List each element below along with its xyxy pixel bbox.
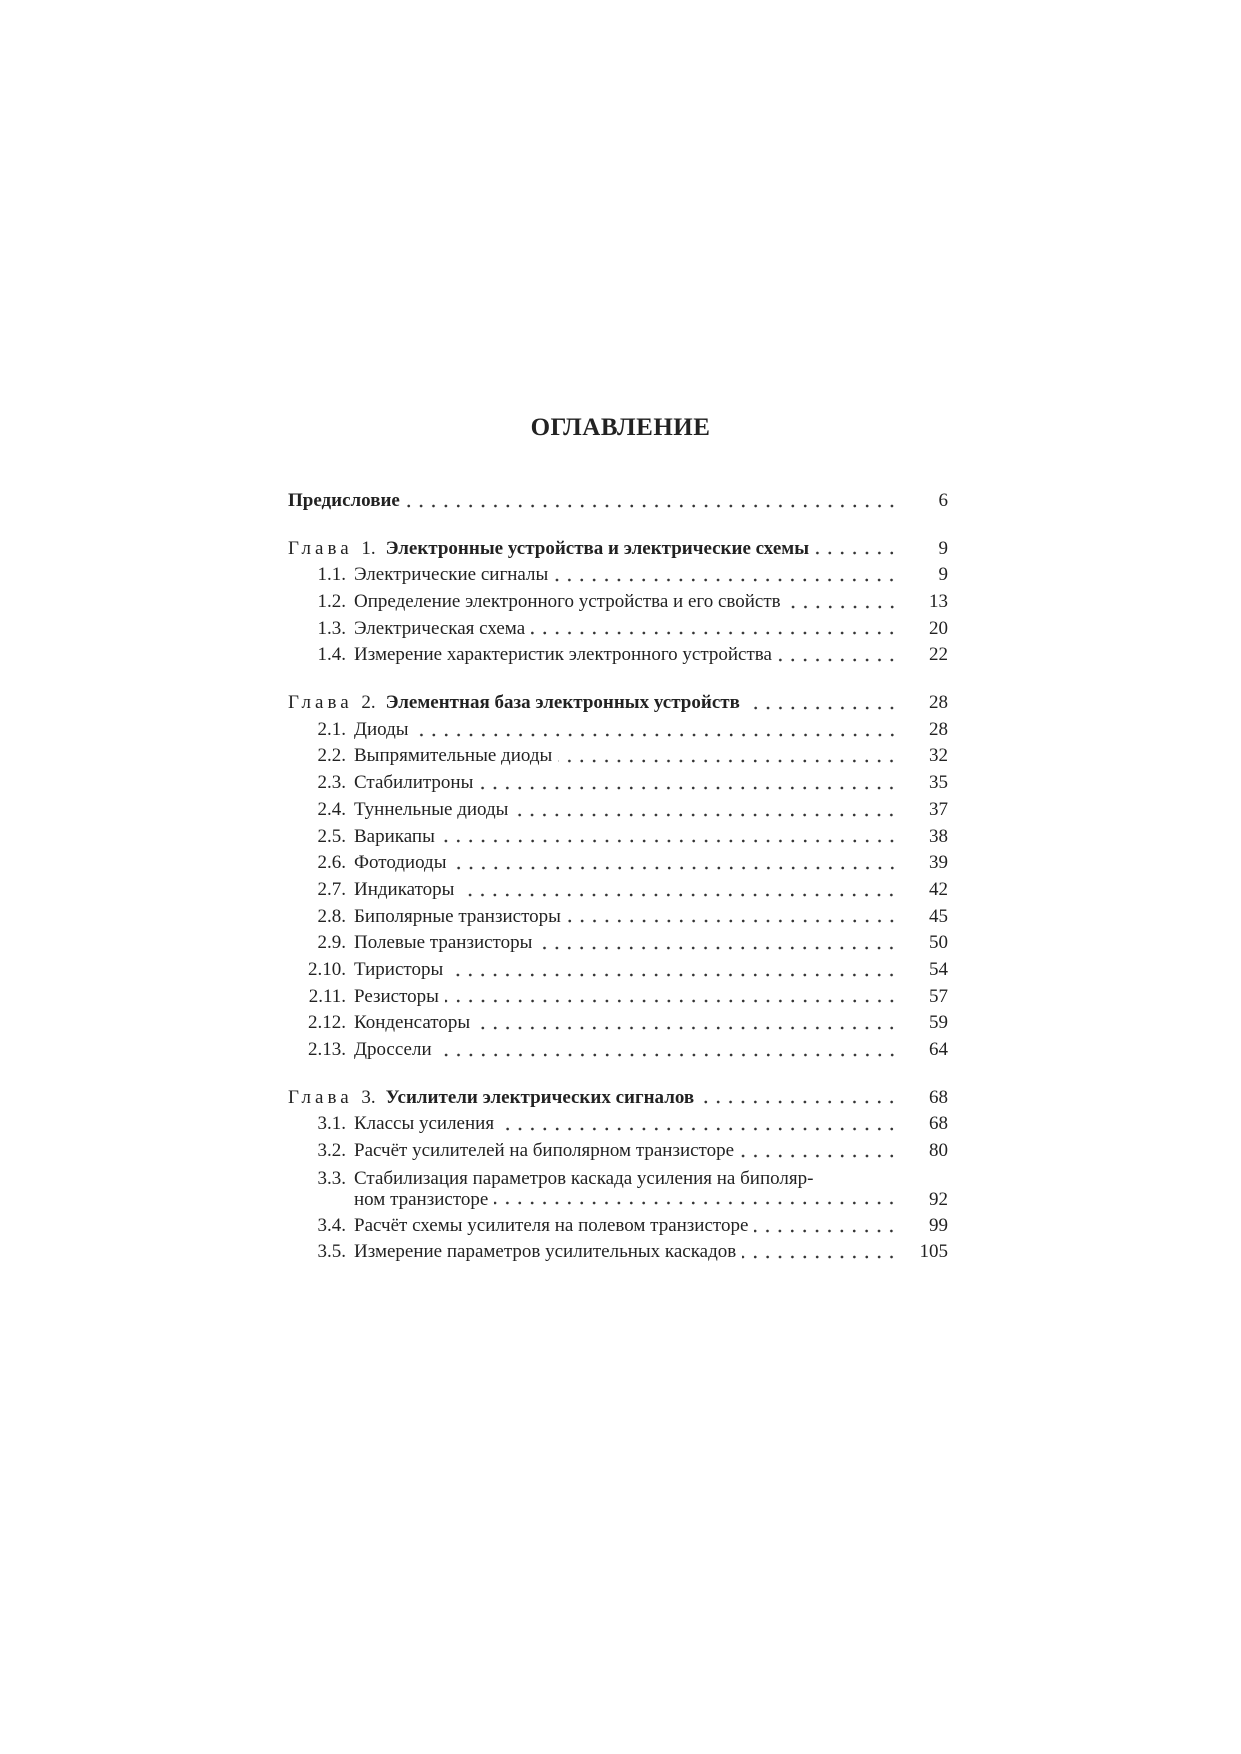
toc-entry-section[interactable] bbox=[288, 1165, 948, 1213]
dot-leader bbox=[742, 1250, 898, 1260]
page-number: 28 bbox=[929, 718, 948, 740]
toc-entry-section[interactable] bbox=[288, 1111, 948, 1138]
page-number: 54 bbox=[929, 958, 948, 980]
dot-leader bbox=[558, 754, 898, 764]
page-number: 39 bbox=[929, 852, 948, 874]
section-title: Конденсаторы bbox=[354, 1012, 471, 1034]
dot-leader bbox=[415, 728, 898, 738]
chapter-title: Электронные устройства и электрические схемы bbox=[385, 537, 810, 559]
section-title-line: ном транзисторе bbox=[354, 1188, 489, 1210]
section-title-line: Стабилизация параметров каскада усиления на биполяр- bbox=[354, 1167, 814, 1189]
dot-leader bbox=[746, 701, 898, 711]
toc-entry-section[interactable] bbox=[288, 824, 948, 851]
page-number: 9 bbox=[938, 537, 948, 559]
dot-leader bbox=[406, 499, 898, 509]
dot-leader bbox=[787, 600, 898, 610]
section-title: Расчёт схемы усилителя на полевом транзисторе bbox=[354, 1214, 749, 1236]
toc-entry-preface[interactable] bbox=[288, 488, 948, 515]
chapter-word: Глава bbox=[288, 537, 353, 559]
section-title: Туннельные диоды bbox=[354, 798, 509, 820]
dot-leader bbox=[438, 1048, 898, 1058]
page-title: ОГЛАВЛЕНИЕ bbox=[530, 414, 711, 441]
toc-entry-section[interactable] bbox=[288, 957, 948, 984]
section-number: 3.3. bbox=[317, 1167, 346, 1189]
toc-entry-section[interactable] bbox=[288, 1213, 948, 1240]
page-number: 32 bbox=[929, 745, 948, 767]
dot-leader bbox=[453, 861, 899, 871]
section-number: 3.5. bbox=[317, 1241, 346, 1263]
section-number: 2.7. bbox=[317, 878, 346, 900]
section-number: 2.13. bbox=[308, 1039, 346, 1061]
section-title: Варикапы bbox=[354, 825, 435, 847]
page-number: 105 bbox=[919, 1241, 948, 1263]
dot-leader bbox=[476, 1021, 898, 1031]
section-number: 1.2. bbox=[317, 591, 346, 613]
page-number: 64 bbox=[929, 1039, 948, 1061]
section-number: 3.1. bbox=[317, 1113, 346, 1135]
chapter-label bbox=[288, 536, 386, 563]
section-number: 2.10. bbox=[308, 958, 346, 980]
section-number: 1.1. bbox=[317, 564, 346, 586]
toc-entry-section[interactable] bbox=[288, 770, 948, 797]
chapter-number: 3. bbox=[361, 1086, 376, 1108]
dot-leader bbox=[514, 808, 898, 818]
page-number: 22 bbox=[929, 644, 948, 666]
section-number: 2.3. bbox=[317, 772, 346, 794]
section-title: Электрические сигналы bbox=[354, 564, 549, 586]
toc-entry-section[interactable] bbox=[288, 904, 948, 931]
section-title: Дроссели bbox=[354, 1039, 432, 1061]
section-number: 2.1. bbox=[317, 718, 346, 740]
toc-entry-section[interactable] bbox=[288, 1138, 948, 1165]
dot-leader bbox=[754, 1224, 898, 1234]
dot-leader bbox=[778, 653, 898, 663]
dot-leader bbox=[479, 781, 898, 791]
toc-entry-section[interactable] bbox=[288, 984, 948, 1011]
section-number: 3.2. bbox=[317, 1140, 346, 1162]
section-number: 2.5. bbox=[317, 825, 346, 847]
toc-entry-section[interactable] bbox=[288, 717, 948, 744]
page-number: 35 bbox=[929, 772, 948, 794]
page-number: 50 bbox=[929, 932, 948, 954]
page-number: 37 bbox=[929, 798, 948, 820]
dot-leader bbox=[554, 573, 898, 583]
section-title: Выпрямительные диоды bbox=[354, 745, 553, 767]
toc-entry-chapter[interactable] bbox=[288, 1085, 948, 1112]
section-number: 2.8. bbox=[317, 905, 346, 927]
toc-entry-chapter[interactable] bbox=[288, 536, 948, 563]
table-of-contents bbox=[288, 488, 948, 1266]
dot-leader bbox=[531, 626, 898, 636]
section-number: 1.3. bbox=[317, 617, 346, 639]
section-title: Измерение характеристик электронного устройства bbox=[354, 644, 772, 666]
page-number: 59 bbox=[929, 1012, 948, 1034]
chapter-label bbox=[288, 1085, 386, 1112]
dot-leader bbox=[567, 914, 898, 924]
section-title: Электрическая схема bbox=[354, 617, 526, 639]
toc-entry-section[interactable] bbox=[288, 642, 948, 669]
section-title: Диоды bbox=[354, 718, 409, 740]
dot-leader bbox=[500, 1122, 898, 1132]
toc-entry-section[interactable] bbox=[288, 850, 948, 877]
page-number: 68 bbox=[929, 1086, 948, 1108]
chapter-label bbox=[288, 690, 386, 717]
dot-leader bbox=[740, 1149, 898, 1159]
chapter-number: 2. bbox=[361, 692, 376, 714]
chapter-title: Усилители электрических сигналов bbox=[385, 1086, 695, 1108]
toc-entry-section[interactable] bbox=[288, 877, 948, 904]
page-number: 6 bbox=[938, 489, 948, 511]
dot-leader bbox=[441, 834, 898, 844]
section-title: Биполярные транзисторы bbox=[354, 905, 561, 927]
section-number: 2.6. bbox=[317, 852, 346, 874]
page-number: 99 bbox=[929, 1214, 948, 1236]
page-number: 80 bbox=[929, 1140, 948, 1162]
section-number: 3.4. bbox=[317, 1214, 346, 1236]
section-title: Определение электронного устройства и его свойств bbox=[354, 591, 781, 613]
section-number: 2.12. bbox=[308, 1012, 346, 1034]
page-number: 38 bbox=[929, 825, 948, 847]
page-number: 13 bbox=[929, 591, 948, 613]
dot-leader bbox=[815, 546, 898, 556]
section-title: Стабилитроны bbox=[354, 772, 474, 794]
toc-entry-section[interactable] bbox=[288, 616, 948, 643]
toc-entry-section[interactable] bbox=[288, 744, 948, 771]
section-number: 2.4. bbox=[317, 798, 346, 820]
chapter-title: Элементная база электронных устройств bbox=[385, 692, 740, 714]
section-title: Классы усиления bbox=[354, 1113, 495, 1135]
toc-entry-section[interactable] bbox=[288, 562, 948, 589]
section-title: Расчёт усилителей на биполярном транзисторе bbox=[354, 1140, 735, 1162]
section-title: Индикаторы bbox=[354, 878, 455, 900]
toc-entry-section[interactable] bbox=[288, 1010, 948, 1037]
section-title: Резисторы bbox=[354, 985, 439, 1007]
dot-leader bbox=[445, 994, 898, 1004]
dot-leader bbox=[460, 888, 898, 898]
dot-leader bbox=[494, 1196, 898, 1206]
page-number: 92 bbox=[929, 1188, 948, 1210]
section-title: Полевые транзисторы bbox=[354, 932, 533, 954]
dot-leader bbox=[449, 968, 898, 978]
section-number: 1.4. bbox=[317, 644, 346, 666]
chapter-number: 1. bbox=[361, 537, 376, 559]
page-number: 20 bbox=[929, 617, 948, 639]
toc-entry-section[interactable] bbox=[288, 930, 948, 957]
page-number: 45 bbox=[929, 905, 948, 927]
section-title: Фотодиоды bbox=[354, 852, 447, 874]
toc-entry-section[interactable] bbox=[288, 1240, 948, 1267]
chapter-word: Глава bbox=[288, 1086, 353, 1108]
dot-leader bbox=[700, 1095, 898, 1105]
dot-leader bbox=[538, 941, 898, 951]
toc-entry-section[interactable] bbox=[288, 589, 948, 616]
toc-entry-section[interactable] bbox=[288, 1037, 948, 1064]
page-number: 57 bbox=[929, 985, 948, 1007]
entry-title: Предисловие bbox=[288, 489, 400, 511]
section-title: Тиристоры bbox=[354, 958, 444, 980]
chapter-word: Глава bbox=[288, 692, 353, 714]
page-number: 68 bbox=[929, 1113, 948, 1135]
section-number: 2.9. bbox=[317, 932, 346, 954]
section-title: Измерение параметров усилительных каскадов bbox=[354, 1241, 737, 1263]
section-number: 2.11. bbox=[308, 985, 346, 1007]
page-number: 28 bbox=[929, 692, 948, 714]
page-number: 9 bbox=[938, 564, 948, 586]
section-number: 2.2. bbox=[317, 745, 346, 767]
page-number: 42 bbox=[929, 878, 948, 900]
toc-entry-section[interactable] bbox=[288, 797, 948, 824]
toc-entry-chapter[interactable] bbox=[288, 690, 948, 717]
